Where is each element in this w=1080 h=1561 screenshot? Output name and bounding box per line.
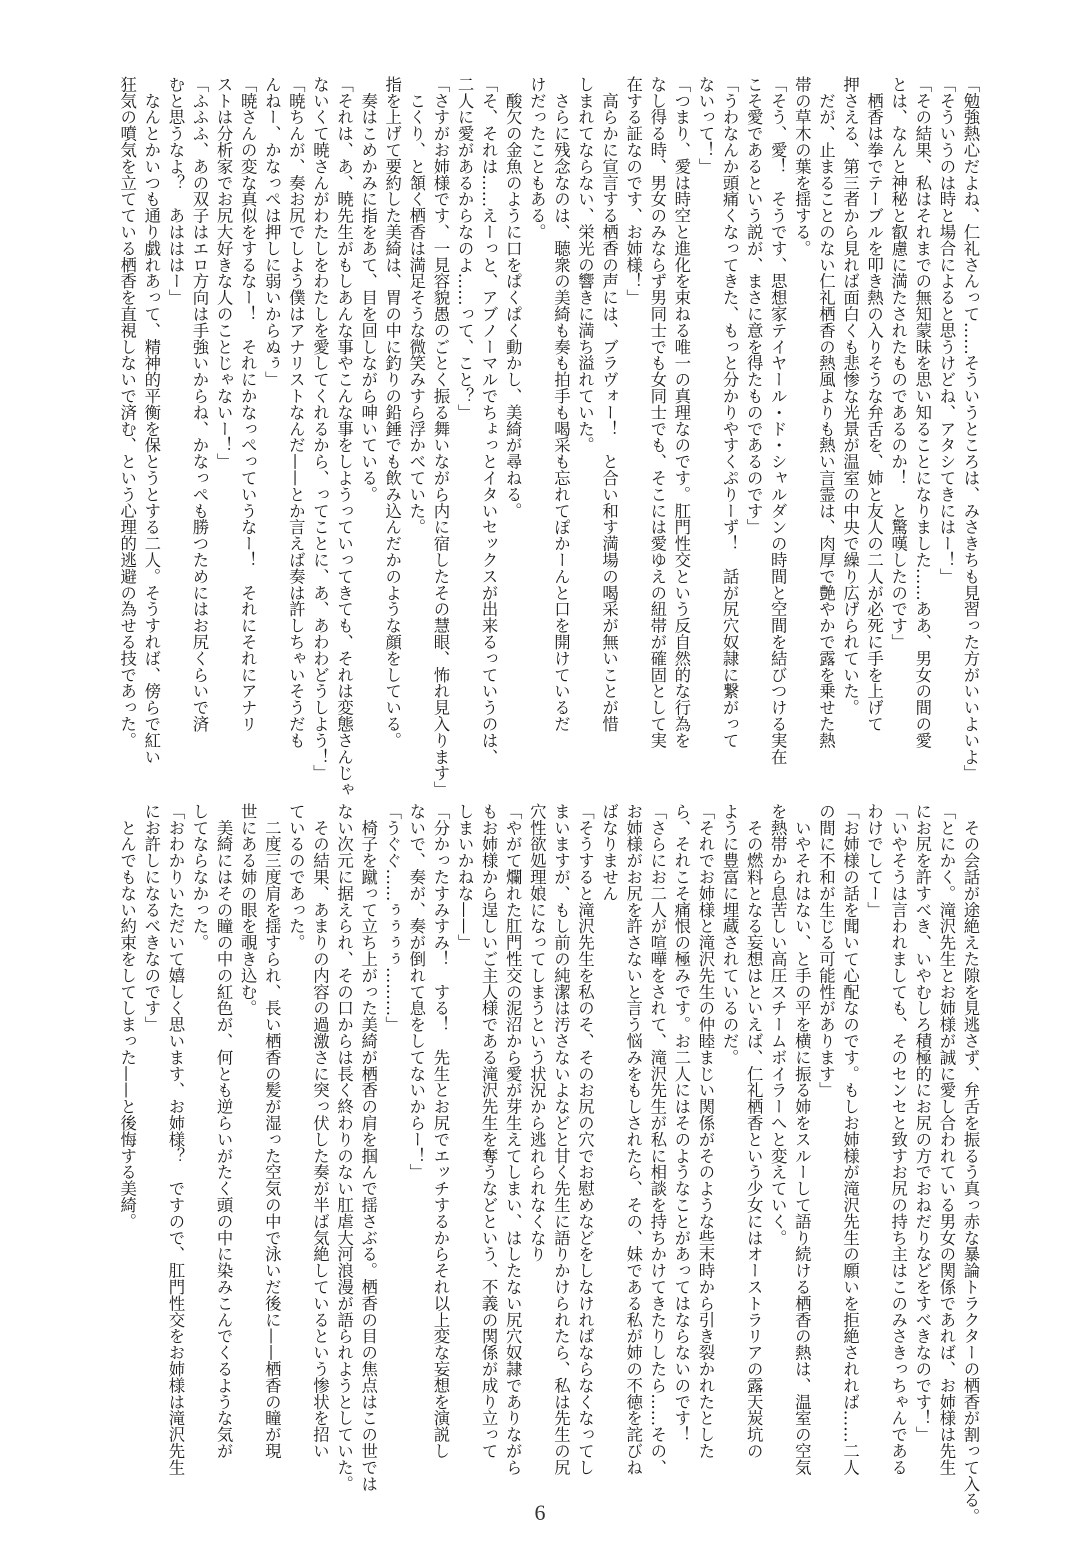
text-line: その燃料となる妄想はといえば、仁礼栖香という少女にはオーストラリアの露天炭坑の	[744, 803, 764, 1459]
text-line: 奏はこめかみに指をあて、目を回しながら呻いている。	[358, 76, 378, 503]
text-line: 指を上げて要約した美綺は、胃の中に釣りの鉛錘でも飲み込んだかのような顔をしている。	[382, 76, 402, 749]
text-line: ばなりません	[599, 803, 619, 902]
text-line: ら、それこそ痛恨の極みです。お二人にはそのようなことがあってはならないのです！	[671, 803, 691, 1443]
upper-text-block	[110, 76, 982, 798]
text-line: 高らかに宣言する栖香の声には、ブラヴォー！ と合い和す満場の喝采が無いことが惜	[599, 76, 619, 732]
text-line: 「お姉様の話を聞いて心配なのです。もしお姉様が滝沢先生の願いを拒絶されれば……二人	[840, 803, 860, 1476]
text-line: 「とにかく。滝沢先生とお姉様が誠に愛し合われている男女の関係であれば、お姉様は先生	[936, 803, 956, 1476]
text-line: ない次元に据えられ、その口からは長く終わりのない肛虐大河浪漫が語られようとしていた。	[334, 803, 354, 1492]
text-line: 椅子を蹴って立ち上がった美綺が栖香の肩を掴んで揺さぶる。栖香の目の焦点はこの世では	[358, 803, 378, 1492]
text-line: けだったこともある。	[527, 76, 547, 240]
text-line: 「つまり、愛は時空と進化を束ねる唯一の真理なのです。肛門性交という反自然的な行為を	[671, 76, 691, 749]
text-line: なし得る時、男女のみならず男同士でも女同士でも、そこには愛ゆえの紐帯が確固として実	[647, 76, 667, 749]
text-line: 帯の草木の葉を揺する。	[792, 76, 812, 257]
text-line: わけでしてー」	[864, 803, 884, 918]
text-line: その会話が途絶えた隙を見逃さず、弁舌を振るう真っ赤な暴論トラクターの栖香が割って入る。	[961, 803, 980, 1525]
text-line: 栖香は拳でテーブルを叩き熱の入りそうな弁舌を、姉と友人の二人が必死に手を上げて	[864, 76, 884, 732]
text-line: ないくて暁さんがわたしをわたしを愛してくれるから、ってことに、あ、あわわどうしよう！」	[310, 76, 330, 782]
text-line: 「そう、愛！ そうです、思想家テイヤール・ド・シャルダンの時間と空間を結びつける実在	[768, 76, 788, 765]
text-line: にお許しになるべきなのです」	[141, 803, 161, 1033]
text-line: 「うわなんか頭痛くなってきた、もっと分かりやすくぷりーず！ 話が尻穴奴隷に繋がって	[720, 76, 740, 749]
text-line: とは、なんと神秘と叡慮に満たされたものであるのか！ と驚嘆したのです」	[888, 76, 908, 650]
text-line: 「その結果、私はそれまでの無知蒙昧を思い知ることになりました……ああ、男女の間の愛	[912, 76, 932, 749]
text-line: とんでもない約束をしてしまった——と後悔する美綺。	[117, 803, 137, 1230]
text-line: もお姉様から逞しいご主人様である滝沢先生を奪うなどという、不義の関係が成り立って	[479, 803, 499, 1459]
text-line: 美綺にはその瞳の中の紅色が、何とも逆らいがたく頭の中に染みこんでくるような気が	[214, 803, 234, 1459]
text-line: 「うぐぐ……ぅぅぅぅ………」	[382, 803, 402, 1033]
text-line: しまれてならない、栄光の響きに満ち溢れていた。	[575, 76, 595, 454]
text-line: 「ふふふ、あの双子はエロ方向は手強いからね、かなっぺも勝つためにはお尻くらいで済	[190, 76, 209, 732]
text-line: お姉様がお尻を許さないと言う悩みをもしされたら、その、妹である私が姉の不徳を詫びね	[623, 803, 643, 1476]
text-line: してならなかった。	[190, 803, 209, 951]
text-line: の間に不和が生じる可能性があります」	[816, 803, 836, 1099]
text-line: 「さすがお姉様です、一見容貌愚のごとく振る舞いながら内に宿したその慧眼、怖れ見入ります」	[430, 76, 450, 798]
text-line: 押さえる、第三者から見れば面白くも悲惨な光景が温室の中央で繰り広げられていた。	[840, 76, 860, 716]
text-line: ストは分析家でお尻大好きな人のことじゃないー！」	[214, 76, 234, 470]
text-line: にお尻を許すべき、いやむしろ積極的にお尻の方でおねだりなどをすべきなのです！」	[912, 803, 932, 1443]
text-line: しまいかねな——」	[455, 803, 475, 951]
text-line: 「そういうのは時と場合によると思うけどね、アタシてきにはー！」	[936, 76, 956, 585]
text-line: こくり、と頷く栖香は満足そうな微笑みすら浮かべていた。	[406, 76, 426, 536]
text-line: 狂気の噴気を立てている栖香を直視しないで済む、という心理的逃避の為せる技であった。	[117, 76, 137, 749]
text-line: 「さらにお二人が喧嘩をされて、滝沢先生が私に相談を持ちかけてきたりしたら……その、	[647, 803, 667, 1476]
text-line: 「そうすると滝沢先生を私のそ、そのお尻の穴でお慰めなどをしなければならなくなってし	[575, 803, 595, 1476]
text-line: 二人に愛があるからなのよ……って、こと？」	[455, 76, 475, 421]
text-line: 「それは、あ、暁先生がもしあんな事やこんな事をしようっていってきても、それは変態さんじゃ	[334, 76, 354, 798]
text-line: なんとかいつも通り戯れあって、精神的平衡を保とうとする二人。そうすれば、傍らで紅い	[141, 76, 161, 765]
text-line: んねー、かなっぺは押しに弱いからぬぅ」	[262, 76, 282, 388]
text-line: むと思うなよ？ あはははー」	[165, 76, 185, 306]
text-line: こそ愛であるという説が、まさに意を得たものであるのです」	[744, 76, 764, 536]
text-line: 酸欠の金魚のように口をぱくぱく動かし、美綺が尋ねる。	[503, 76, 523, 519]
text-line: 「そ、それは……えーっと、アブノーマルでちょっとイタいセックスが出来るっていうのは、	[479, 76, 499, 765]
text-line: だが、止まることのない仁礼栖香の熱風よりも熱い言霊は、肉厚で艶やかで露を乗せた熱	[816, 76, 836, 749]
lower-text-block	[110, 803, 982, 1525]
text-line: 「暁さんの変な真似をするなー！ それにかなっぺっていうなー！ それにそれにアナリ	[238, 76, 258, 732]
text-line: さらに残念なのは、聴衆の美綺も奏も拍手も喝采も忘れてぽかーんと口を開けているだ	[551, 76, 571, 732]
text-line: 「勉強熱心だよね、仁礼さんって……そういうところは、みさきちも見習った方がいいよいよ」	[961, 76, 980, 782]
text-line: を熱帯から息苦しい高圧スチームボイラーへと変えていく。	[768, 803, 788, 1246]
text-line: 「それでお姉様と滝沢先生の仲睦まじい関係がそのような些末時から引き裂かれたとした	[695, 803, 715, 1459]
text-line: 在する証なのです、お姉様！」	[623, 76, 643, 306]
text-line: ているのであった。	[286, 803, 306, 951]
text-line: ないで、奏が、奏が倒れて息をしてないからー！」	[406, 803, 426, 1181]
text-line: 二度三度肩を揺すられ、長い栖香の髪が湿った空気の中で泳いだ後に——栖香の瞳が現	[262, 803, 282, 1459]
text-line: 「いやそうは言われましても、そのセンセと致すお尻の持ち主はこのみさきっちゃんである	[888, 803, 908, 1476]
text-line: 世にある姉の眼を覗き込む。	[238, 803, 258, 1017]
text-line: まいますが、もし前の純潔は汚さないよなどと甘く先生に語りかけられたら、私は先生の尻	[551, 803, 571, 1476]
text-line: ないって！」	[695, 76, 715, 175]
text-line: その結果、あまりの内容の過激さに突っ伏した奏が半ば気絶しているという惨状を招い	[310, 803, 330, 1459]
text-line: ように豊富に埋蔵されているのだ。	[720, 803, 740, 1066]
text-line: 穴性欲処理娘になってしまうという状況から逃れられなくなり	[527, 803, 547, 1263]
text-line: 「やがて爛れた肛門性交の泥沼から愛が芽生えてしまい、はしたない尻穴奴隷でありながら	[503, 803, 523, 1476]
text-line: 「おわかりいただいて嬉しく思います、お姉様？ ですので、肛門性交をお姉様は滝沢先生	[165, 803, 185, 1476]
page-number: 6	[534, 1500, 546, 1525]
text-line: 「暁ちんが、奏お尻でしよう僕はアナリストなんだ——とか言えば奏は許しちゃいそうだも	[286, 76, 306, 749]
text-line: いやそれはない、と手の平を横に振る姉をスルーして語り続ける栖香の熱は、温室の空気	[792, 803, 812, 1476]
text-line: 「分かったすみすみ！ する！ 先生とお尻でエッチするからそれ以上変な妄想を演説し	[430, 803, 450, 1459]
